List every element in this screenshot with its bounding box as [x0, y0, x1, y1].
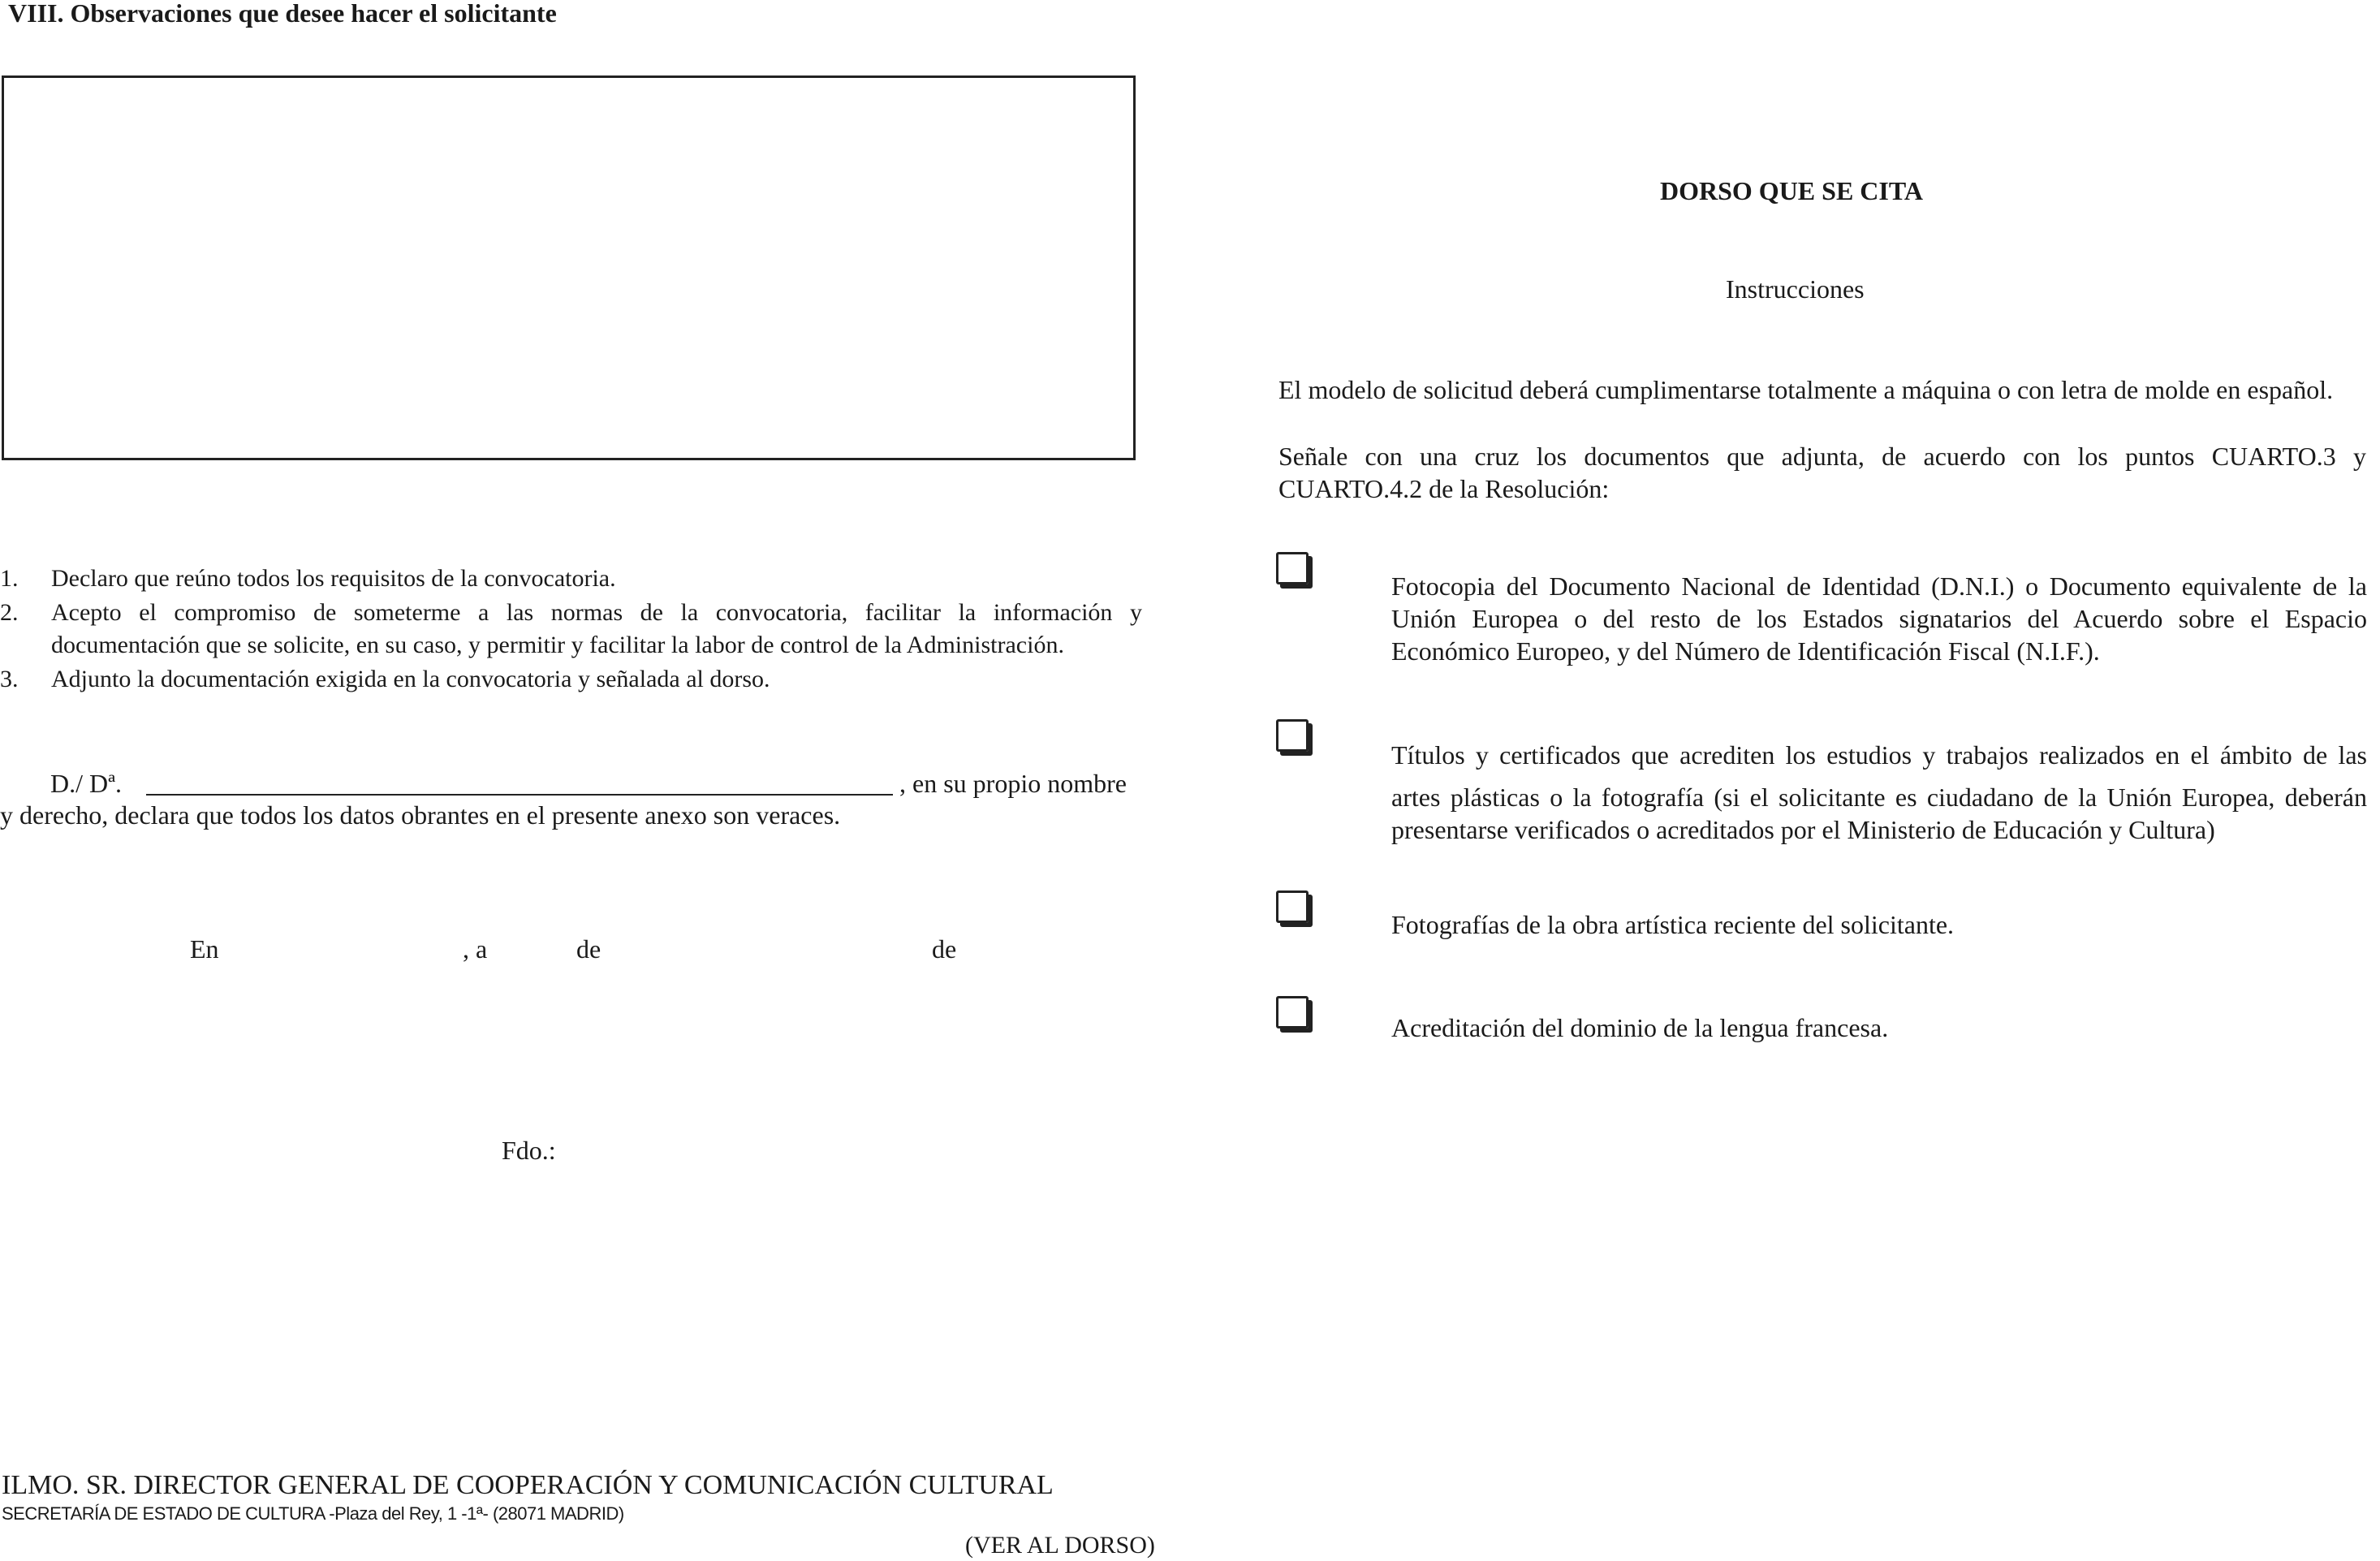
dd-declaration-line: y derecho, declara que todos los datos obrantes en el presente anexo son veraces. [0, 800, 841, 830]
name-field[interactable] [146, 794, 893, 796]
section-title: VIII. Observaciones que desee hacer el solicitante [8, 0, 557, 28]
checkbox-titulos[interactable] [1276, 719, 1309, 752]
doc-item-text: artes plásticas o la fotografía (si el solicitante es ciudadano de la Unión Europea, deberán [1391, 783, 2367, 812]
doc-item-text: Acreditación del dominio de la lengua francesa. [1391, 1013, 1889, 1042]
declaration-number: 3. [0, 666, 19, 692]
doc-item-text: Económico Europeo, y del Número de Identificación Fiscal (N.I.F.). [1391, 636, 2100, 666]
mark-instruction: Señale con una cruz los documentos que adjunta, de acuerdo con los puntos CUARTO.3 y [1278, 442, 2366, 471]
addressee: ILMO. SR. DIRECTOR GENERAL DE COOPERACIÓN Y COMUNICACIÓN CULTURAL [2, 1470, 1054, 1500]
declaration-text: Acepto el compromiso de someterme a las normas de la convocatoria, facilitar la información y [51, 599, 1142, 626]
doc-item-text: presentarse verificados o acreditados por el Ministerio de Educación y Cultura) [1391, 815, 2215, 844]
ver-al-dorso: (VER AL DORSO) [965, 1532, 1155, 1559]
checkbox-dni[interactable] [1276, 552, 1309, 584]
declaration-number: 1. [0, 565, 19, 592]
declaration-number: 2. [0, 599, 19, 626]
declaration-text: documentación que se solicite, en su caso, y permitir y facilitar la labor de control de la Administración. [51, 632, 1064, 658]
declaration-text: Adjunto la documentación exigida en la convocatoria y señalada al dorso. [51, 666, 770, 692]
checkbox-fotografias[interactable] [1276, 890, 1309, 923]
declaration-text: Declaro que reúno todos los requisitos de la convocatoria. [51, 565, 616, 592]
instructions-subtitle: Instrucciones [1726, 274, 1865, 304]
doc-item-text: Títulos y certificados que acrediten los estudios y trabajos realizados en el ámbito de las [1391, 740, 2367, 770]
place-de-year: de [932, 934, 957, 964]
mark-instruction-2: CUARTO.4.2 de la Resolución: [1278, 474, 1610, 503]
observations-box[interactable] [2, 75, 1136, 460]
place-de-month: de [576, 934, 601, 964]
doc-item-text: Fotocopia del Documento Nacional de Identidad (D.N.I.) o Documento equivalente de la [1391, 571, 2367, 601]
place-en: En [190, 934, 219, 964]
doc-item-text: Fotografías de la obra artística reciente del solicitante. [1391, 910, 1955, 939]
dd-prefix: D./ Dª. [50, 769, 122, 798]
checkbox-frances[interactable] [1276, 996, 1309, 1028]
address: SECRETARÍA DE ESTADO DE CULTURA -Plaza del Rey, 1 -1ª- (28071 MADRID) [2, 1503, 624, 1524]
doc-item-text: Unión Europea o del resto de los Estados signatarios del Acuerdo sobre el Espacio [1391, 604, 2367, 633]
signature-label: Fdo.: [502, 1136, 556, 1165]
instructions-intro: El modelo de solicitud deberá cumplimentarse totalmente a máquina o con letra de molde en español. [1278, 375, 2334, 404]
place-a: , a [463, 934, 488, 964]
dd-suffix: , en su propio nombre [899, 769, 1127, 798]
back-title: DORSO QUE SE CITA [1660, 176, 1923, 205]
